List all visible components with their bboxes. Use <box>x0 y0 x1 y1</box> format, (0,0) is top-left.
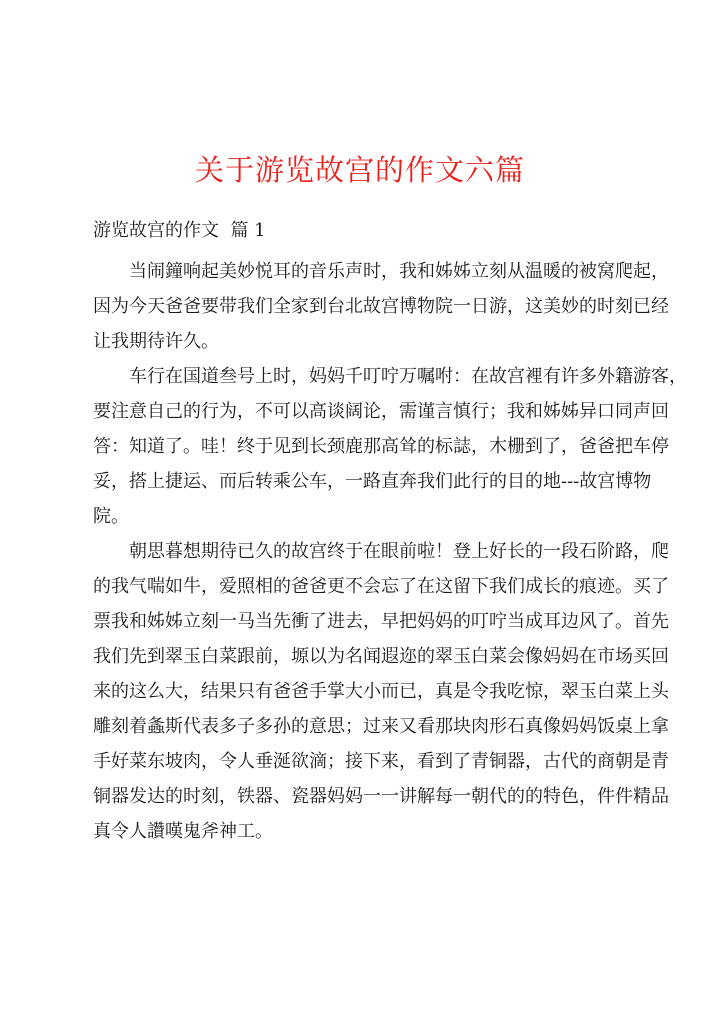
paragraph-line: 当闹鐘响起美妙悦耳的音乐声时，我和姊姊立刻从温暖的被窝爬起， <box>129 261 669 282</box>
paragraph-line: 院。 <box>93 506 129 527</box>
document-body <box>93 254 687 849</box>
paragraph-line: 雕刻着螽斯代表多子多孙的意思；过来又看那块肉形石真像妈妈饭桌上拿 <box>93 716 669 737</box>
paragraph-line: 铜器发达的时刻，铁器、瓷器妈妈一一讲解每一朝代的的特色，件件精品 <box>93 786 669 807</box>
paragraph-line: 要注意自己的行为，不可以高谈阔论，需谨言慎行；我和姊姊异口同声回 <box>93 401 669 422</box>
paragraph-line: 朝思暮想期待已久的故宫终于在眼前啦！登上好长的一段石阶路，爬 <box>129 541 669 562</box>
paragraph-line: 手好菜东坡肉，令人垂涎欲滴；接下来，看到了青铜器，古代的商朝是青 <box>93 751 669 772</box>
paragraph-line: 让我期待许久。 <box>93 331 219 352</box>
paragraph-line: 来的这么大，结果只有爸爸手掌大小而已，真是令我吃惊，翠玉白菜上头 <box>93 681 669 702</box>
paragraph-line: 妥，搭上捷运、而后转乘公车，一路直奔我们此行的目的地---故宫博物 <box>93 471 652 492</box>
paragraph-line: 答：知道了。哇！终于见到长颈鹿那高耸的标誌，木栅到了，爸爸把车停 <box>93 436 669 457</box>
paragraph-line: 真令人讚嘆鬼斧神工。 <box>93 821 273 842</box>
paragraph-line: 票我和姊姊立刻一马当先衝了进去，早把妈妈的叮咛当成耳边风了。首先 <box>93 611 669 632</box>
paragraph-line: 因为今天爸爸要带我们全家到台北故宫博物院一日游，这美妙的时刻已经 <box>93 296 669 317</box>
paragraph <box>93 254 669 359</box>
document-title: 关于游览故宫的作文六篇 <box>194 153 525 187</box>
paragraph <box>93 359 687 534</box>
paragraph-line: 我们先到翠玉白菜跟前，塬以为名闻遐迩的翠玉白菜会像妈妈在市场买回 <box>93 646 669 667</box>
paragraph <box>93 534 669 849</box>
paragraph-line: 的我气喘如牛，爱照相的爸爸更不会忘了在这留下我们成长的痕迹。买了 <box>93 576 669 597</box>
section-label: 游览故宫的作文 篇 1 <box>93 220 266 241</box>
paragraph-line: 车行在国道叁号上时，妈妈千叮咛万嘱咐：在故宫裡有许多外籍游客， <box>129 366 687 387</box>
